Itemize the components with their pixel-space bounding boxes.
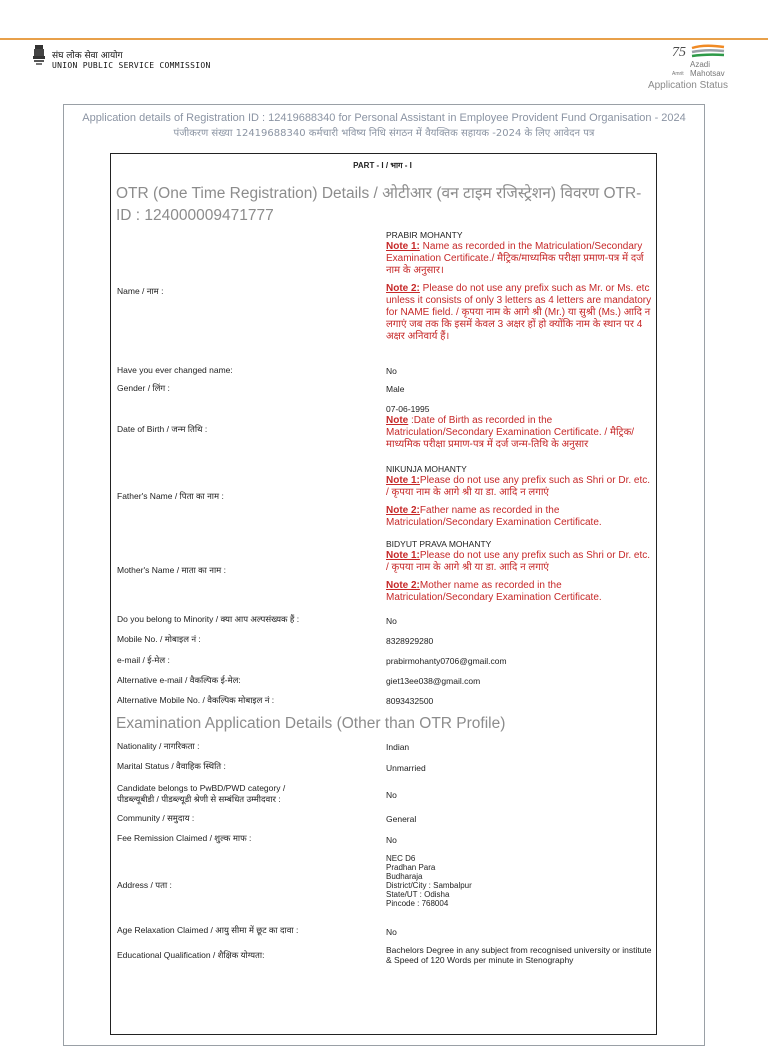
- svg-text:75: 75: [672, 45, 686, 60]
- changed-name-label: Have you ever changed name:: [117, 365, 233, 375]
- azadi-ka-amrit-mahotsav-logo: [668, 42, 730, 78]
- address-line: State/UT : Odisha: [386, 890, 450, 899]
- alt-email-value: giet13ee038@gmail.com: [386, 676, 481, 686]
- age-relaxation-label: Age Relaxation Claimed / आयु सीमा में छूट का दावा :: [117, 925, 299, 935]
- part-label: PART - I / भाग - I: [353, 161, 412, 170]
- address-value: [386, 854, 472, 908]
- marital-status-value: Unmarried: [386, 763, 426, 773]
- ashoka-emblem-icon: [32, 44, 46, 66]
- address-line: District/City : Sambalpur: [386, 881, 472, 890]
- org-name-hindi: संघ लोक सेवा आयोग: [52, 51, 123, 61]
- application-title-english: Application details of Registration ID : 12419688340 for Personal Assistant in Employee Provident Fund Organisation - 2024: [82, 112, 686, 124]
- svg-text:Azadi: Azadi: [690, 60, 711, 69]
- pwbd-label-line2: पीडब्ल्यूबीडी / पीडब्ल्यूडी श्रेणी से सम्बंधित उम्मीदवार :: [117, 794, 281, 804]
- email-value: prabirmohanty0706@gmail.com: [386, 656, 507, 666]
- nationality-value: Indian: [386, 742, 410, 752]
- name-note-1: Note 1: Name as recorded in the Matriculation/Secondary Examination Certificate./ मैट्रिक/माध्यमिक परीक्षा प्रमाण-पत्र में दर्ज नाम के अनुसार।: [386, 241, 644, 276]
- minority-value: No: [386, 616, 397, 626]
- mother-note-1: Note 1:Please do not use any prefix such as Shri or Dr. etc. / कृपया नाम के आगे श्री या डा. आदि न लगाएं: [386, 550, 651, 573]
- mother-note-2: Note 2:Mother name as recorded in the Matriculation/Secondary Examination Certificate.: [386, 580, 602, 603]
- community-label: Community / समुदाय :: [117, 813, 195, 823]
- nationality-label: Nationality / नागरिकता :: [117, 741, 200, 751]
- community-value: General: [386, 814, 417, 824]
- father-label: Father's Name / पिता का नाम :: [117, 491, 224, 501]
- pwbd-value: No: [386, 790, 397, 800]
- father-note-2: Note 2:Father name as recorded in the Matriculation/Secondary Examination Certificate.: [386, 505, 602, 528]
- header-divider: [0, 38, 768, 40]
- father-value: NIKUNJA MOHANTY: [386, 464, 467, 474]
- fee-remission-label: Fee Remission Claimed / शुल्क माफ :: [117, 833, 252, 843]
- alt-mobile-label: Alternative Mobile No. / वैकल्पिक मोबाइल नं :: [117, 695, 275, 705]
- dob-label: Date of Birth / जन्म तिथि :: [117, 424, 208, 434]
- dob-note: Note :Date of Birth as recorded in the Matriculation/Secondary Examination Certificate. / मैट्रिक/माध्यमिक परीक्षा प्रमाण-पत्र में दर्ज जन्म-तिथि के अनुसार: [386, 415, 635, 450]
- name-label: Name / नाम :: [117, 286, 164, 296]
- dob-value: 07-06-1995: [386, 404, 430, 414]
- gender-label: Gender / लिंग :: [117, 383, 170, 393]
- exam-section-title: Examination Application Details (Other than OTR Profile): [116, 715, 506, 732]
- alt-email-label: Alternative e-mail / वैकल्पिक ई-मेल:: [117, 675, 241, 685]
- svg-text:Mahotsav: Mahotsav: [690, 69, 725, 78]
- otr-section-title: OTR (One Time Registration) Details / ओटीआर (वन टाइम रजिस्ट्रेशन) विवरण OTR-ID : 124000009471777: [116, 185, 642, 224]
- address-line: Pradhan Para: [386, 863, 436, 872]
- father-note-1: Note 1:Please do not use any prefix such as Shri or Dr. etc. / कृपया नाम के आगे श्री या डा. आदि न लगाएं: [386, 475, 651, 498]
- name-note-2: Note 2: Please do not use any prefix such as Mr. or Ms. etc unless it consists of only 3 letters as 4 letters are mandatory for NAME field. / कृपया नाम के आगे श्री (Mr.) या सुश्री (Ms.) आदि न लगाएं जब तक कि इसमें केवल 3 अक्षर हों हो क्योंकि नाम के स्थान पर 4 अक्षर अनिवार्य हैं।: [386, 283, 652, 342]
- address-line: NEC D6: [386, 854, 416, 863]
- svg-text:Amrit: Amrit: [672, 71, 684, 77]
- application-title-hindi: पंजीकरण संख्या 12419688340 कर्मचारी भविष्य निधि संगठन में वैयक्तिक सहायक -2024 के लिए आवेदन पत्र: [173, 128, 595, 139]
- mobile-label: Mobile No. / मोबाइल नं :: [117, 634, 201, 644]
- email-label: e-mail / ई-मेल :: [117, 655, 170, 665]
- age-relaxation-value: No: [386, 927, 397, 937]
- mobile-value: 8328929280: [386, 636, 434, 646]
- page-label: Application Status: [647, 80, 728, 91]
- alt-mobile-value: 8093432500: [386, 696, 434, 706]
- minority-label: Do you belong to Minority / क्या आप अल्पसंख्यक हैं :: [117, 614, 300, 624]
- pwbd-label-line1: Candidate belongs to PwBD/PWD category /: [117, 783, 286, 793]
- marital-status-label: Marital Status / वैवाहिक स्थिति :: [117, 761, 226, 771]
- mother-label: Mother's Name / माता का नाम :: [117, 565, 226, 575]
- changed-name-value: No: [386, 366, 397, 376]
- name-value: PRABIR MOHANTY: [386, 230, 463, 240]
- fee-remission-value: No: [386, 835, 397, 845]
- address-line: Budharaja: [386, 872, 423, 881]
- address-label: Address / पता :: [117, 880, 172, 890]
- education-value: Bachelors Degree in any subject from recognised university or institute & Speed of 120 Words per minute in Stenography: [386, 945, 652, 965]
- mother-value: BIDYUT PRAVA MOHANTY: [386, 539, 492, 549]
- address-line: Pincode : 768004: [386, 899, 449, 908]
- org-name-english: UNION PUBLIC SERVICE COMMISSION: [52, 61, 211, 70]
- education-label: Educational Qualification / शैक्षिक योग्यता:: [117, 950, 265, 960]
- gender-value: Male: [386, 384, 405, 394]
